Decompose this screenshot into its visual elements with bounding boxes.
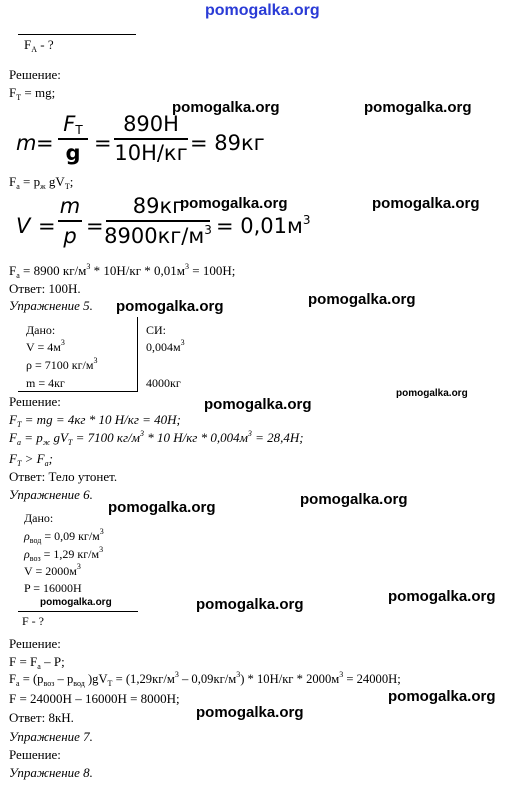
- ex5-given-label: Дано:: [26, 323, 56, 337]
- ex8-title: Упражнение 8.: [9, 765, 93, 780]
- ex5-step2: $F_a = p_ж$ $gV_T = 7100$ $кг/м^3 * 10$ $Н/кг * 0,004м^3 = 28,4Н$;: [9, 429, 304, 447]
- fraction-num: 890Н: [123, 112, 179, 136]
- ex6-rho-water: $\rho_{вод} = 0,09$ $кг/м^3$: [24, 527, 104, 545]
- fraction-num: $F_T$: [63, 112, 83, 137]
- ex6-given-label: Дано:: [24, 511, 54, 525]
- fraction-line: [58, 220, 82, 222]
- given-divider: [18, 611, 138, 612]
- equals-sign: =: [38, 214, 56, 238]
- fraction-num: 89кг: [132, 194, 184, 218]
- ex5-title: Упражнение 5.: [9, 298, 93, 313]
- ex6-solution-label: Решение:: [9, 636, 61, 651]
- find-fa: $F_A$ - ?: [24, 37, 54, 54]
- watermark[interactable]: pomogalka.org: [308, 291, 416, 308]
- equals-sign: =: [86, 214, 104, 238]
- ex7-title: Упражнение 7.: [9, 729, 93, 744]
- watermark-top[interactable]: pomogalka.org: [205, 2, 320, 19]
- ex5-density: ρ = 7100 $кг/м^3$: [26, 356, 98, 372]
- fraction-den: p: [63, 224, 77, 248]
- ex5-step1: $F_T$ = mg = 4кг * 10 Н/кг = 40Н;: [9, 412, 181, 429]
- ex6-find: F - ?: [22, 614, 44, 628]
- ex5-mass-si: 4000кг: [146, 376, 181, 390]
- watermark[interactable]: pomogalka.org: [108, 499, 216, 516]
- watermark[interactable]: pomogalka.org: [372, 195, 480, 212]
- watermark[interactable]: pomogalka.org: [40, 597, 112, 608]
- watermark[interactable]: pomogalka.org: [300, 491, 408, 508]
- ex4-line2: $F_a = p_ж$ $gV_T$;: [9, 174, 74, 191]
- watermark[interactable]: pomogalka.org: [196, 704, 304, 721]
- ex6-step1: $F = F_a - P$;: [9, 654, 65, 671]
- ex6-weight: P = 16000Н: [24, 581, 82, 595]
- fraction-line: [106, 220, 210, 222]
- formula-lhs: V: [16, 214, 31, 238]
- ex5-si-label: СИ:: [146, 323, 167, 337]
- equals-sign: =: [94, 131, 112, 155]
- given-divider: [18, 391, 138, 392]
- ex5-volume: $V = 4м^3$: [26, 338, 65, 354]
- ex7-solution-label: Решение:: [9, 747, 61, 762]
- fraction-den: 8900кг/м: [104, 224, 205, 248]
- ex5-volume-si: $0,004м^3$: [146, 338, 185, 354]
- watermark[interactable]: pomogalka.org: [172, 99, 280, 116]
- formula-result: = $0,01м^3$: [216, 213, 311, 238]
- divider: [18, 34, 136, 35]
- equals-sign: =: [36, 131, 54, 155]
- watermark[interactable]: pomogalka.org: [388, 588, 496, 605]
- fraction-line: [114, 138, 188, 140]
- formula-result: = 89кг: [190, 131, 265, 155]
- fraction-line: [58, 138, 88, 140]
- watermark[interactable]: pomogalka.org: [396, 388, 468, 399]
- ex6-title: Упражнение 6.: [9, 487, 93, 502]
- watermark[interactable]: pomogalka.org: [388, 688, 496, 705]
- ex6-step2: $F_a = (p_{воз} - p_{вод}$ )$gV_T = (1,29кг/м^3 - 0,09кг/м^3) * 10Н/кг * 2000м^3 = 24000Н$;: [9, 670, 401, 688]
- ex4-line1: $F_T$ = mg;: [9, 85, 56, 102]
- ex6-volume: $V = 2000м^3$: [24, 562, 81, 578]
- fraction-den: g: [65, 141, 81, 165]
- ex6-step3: F = 24000Н – 16000Н = 8000Н;: [9, 691, 180, 706]
- fraction-num: m: [59, 194, 81, 218]
- given-si-divider: [137, 317, 138, 392]
- ex6-rho-air: $\rho_{воз} = 1,29$ $кг/м^3$: [24, 545, 104, 563]
- fraction-den: 10Н/кг: [114, 141, 188, 165]
- ex5-answer: Ответ: Тело утонет.: [9, 469, 118, 484]
- formula-lhs: m: [16, 131, 37, 155]
- solution-label: Решение:: [9, 67, 61, 82]
- ex5-step3: $F_T > F_a$;: [9, 451, 53, 468]
- ex5-solution-label: Решение:: [9, 394, 61, 409]
- ex5-mass: m = 4кг: [26, 376, 65, 390]
- ex4-answer: Ответ: 100Н.: [9, 281, 81, 296]
- watermark[interactable]: pomogalka.org: [204, 396, 312, 413]
- ex6-answer: Ответ: 8кН.: [9, 710, 74, 725]
- watermark[interactable]: pomogalka.org: [364, 99, 472, 116]
- watermark[interactable]: pomogalka.org: [196, 596, 304, 613]
- watermark[interactable]: pomogalka.org: [116, 298, 224, 315]
- watermark[interactable]: pomogalka.org: [180, 195, 288, 212]
- ex4-line3: $F_a = 8900$ $кг/м^3 * 10Н/кг * 0,01м^3 = 100Н$;: [9, 262, 236, 280]
